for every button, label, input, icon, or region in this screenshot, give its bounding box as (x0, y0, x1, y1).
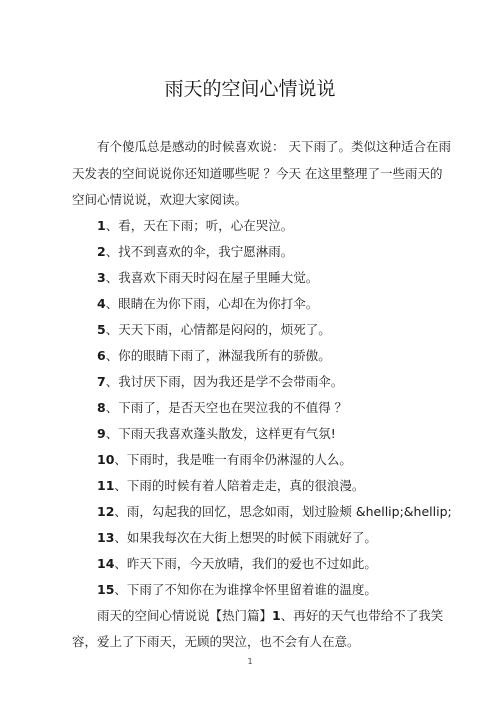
list-item-number: 10 (97, 452, 115, 467)
list-item-text: 、我讨厌下雨，因为我还是学不会带雨伞。 (105, 374, 344, 389)
list-item-number: 11 (97, 478, 115, 493)
list-item-number: 14 (97, 556, 115, 571)
list-item (97, 244, 293, 260)
list-item (97, 348, 331, 364)
tail-paragraph-line-1 (97, 608, 443, 624)
list-item-text: 、下雨时，我是唯一有雨伞仍淋湿的人么。 (114, 452, 352, 467)
intro-line-1: 有个傻瓜总是感动的时候喜欢说： 天下雨了。类似这种适合在雨 (97, 139, 451, 154)
tail-text: 容，爱上了下雨天，无顾的哭泣，也不会有人在意。 (72, 634, 360, 649)
list-item (97, 452, 352, 468)
document-title: 雨天的空间心情说说 (164, 78, 336, 100)
list-item (97, 504, 452, 520)
tail-text: 、再好的天气也带给不了我笑 (280, 608, 444, 623)
list-item-text: 、天天下雨，心情都是闷闷的，烦死了。 (105, 322, 331, 337)
list-item-number: 4 (97, 296, 106, 311)
list-item (97, 374, 343, 390)
list-item (97, 556, 377, 572)
list-item-number: 15 (97, 582, 115, 597)
list-item-number: 9 (97, 426, 106, 441)
list-item-text: 、下雨天我喜欢蓬头散发，这样更有气氛! (105, 426, 336, 441)
list-item (97, 218, 293, 234)
list-item-text: 、如果我每次在大街上想哭的时候下雨就好了。 (114, 530, 377, 545)
list-item (97, 478, 364, 494)
list-item (97, 296, 318, 312)
list-item-text: 、下雨了，是否天空也在哭泣我的不值得 ？ (105, 400, 348, 415)
list-item-number: 13 (97, 530, 115, 545)
list-item-number: 2 (97, 244, 106, 259)
list-item-number: 7 (97, 374, 106, 389)
list-item-text: 、找不到喜欢的伞，我宁愿淋雨。 (105, 244, 294, 259)
tail-number: 1 (272, 608, 281, 623)
list-item-number: 12 (97, 504, 115, 519)
list-item-text: 、雨，勾起我的回忆，思念如雨，划过脸颊 &hellip;&hellip; (114, 504, 452, 519)
list-item-number: 1 (97, 218, 106, 233)
tail-prefix: 雨天的空间心情说说【热门篇】 (97, 608, 273, 623)
list-item (97, 322, 331, 338)
list-item-number: 8 (97, 400, 106, 415)
list-item-text: 、下雨的时候有着人陪着走走，真的很浪漫。 (114, 478, 365, 493)
page-number: 1 (247, 657, 253, 666)
list-item-number: 5 (97, 322, 106, 337)
list-item (97, 400, 347, 416)
list-item (97, 270, 318, 286)
list-item-text: 、眼睛在为你下雨，心却在为你打伞。 (105, 296, 319, 311)
list-item (97, 582, 377, 598)
list-item-text: 、看，天在下雨；听，心在哭泣。 (105, 218, 294, 233)
list-item-number: 6 (97, 348, 106, 363)
intro-line-3: 空间心情说说，欢迎大家阅读。 (72, 192, 248, 207)
list-item (97, 530, 377, 546)
list-item-text: 、你的眼睛下雨了，淋湿我所有的骄傲。 (105, 348, 331, 363)
list-item-text: 、昨天下雨，今天放晴，我们的爱也不过如此。 (114, 556, 377, 571)
tail-paragraph-line-2 (72, 634, 360, 650)
list-item (97, 426, 336, 442)
list-item-text: 、下雨了不知你在为谁撑伞怀里留着谁的温度。 (114, 582, 377, 597)
list-item-number: 3 (97, 270, 106, 285)
intro-line-2: 天发表的空间说说你还知道哪些呢 ？今天 在这里整理了一些雨天的 (72, 166, 443, 181)
list-item-text: 、我喜欢下雨天时闷在屋子里睡大觉。 (105, 270, 319, 285)
